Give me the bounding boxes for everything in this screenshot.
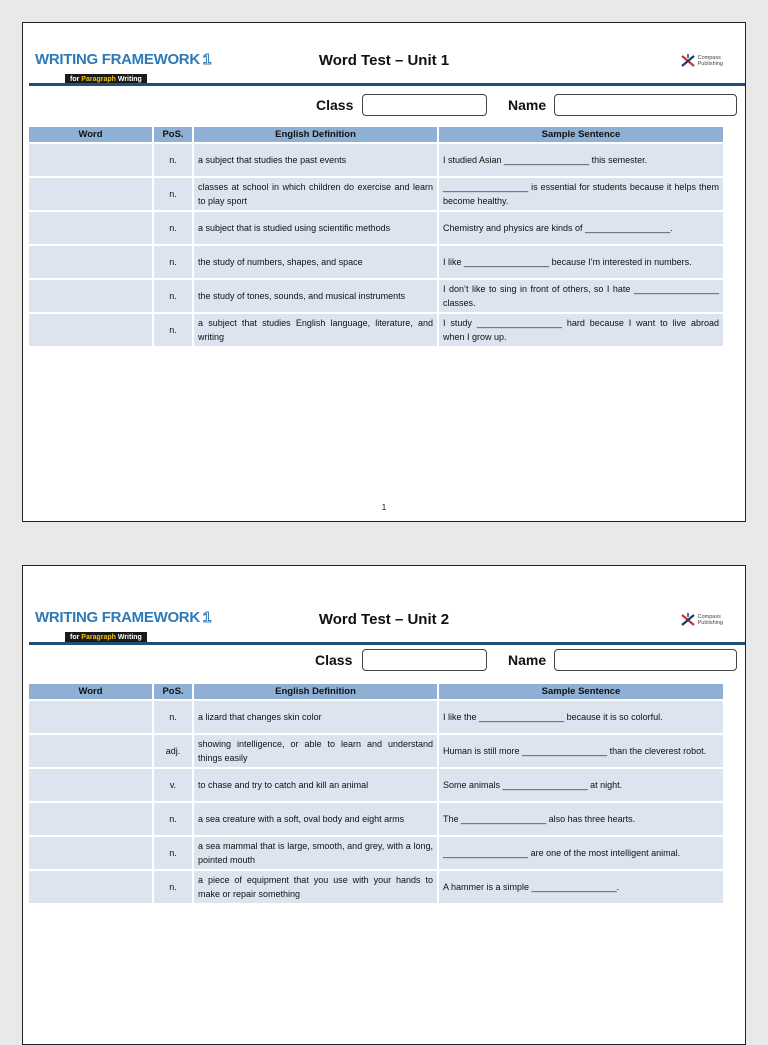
pos-cell: n.: [154, 144, 194, 176]
brand-line-2: Publishing: [697, 620, 723, 626]
column-header-word: Word: [29, 127, 154, 142]
logo-sub-pre: for: [70, 634, 82, 641]
table-row: [29, 246, 723, 278]
name-input[interactable]: [554, 649, 737, 671]
word-cell[interactable]: [29, 837, 154, 869]
sentence-cell: I like the _________________ because it is so colorful.: [439, 701, 723, 733]
column-header-pos: PoS.: [154, 684, 194, 699]
name-input[interactable]: [554, 94, 737, 116]
definition-cell: a sea mammal that is large, smooth, and grey, with a long, pointed mouth: [194, 837, 439, 869]
header-divider: [29, 642, 745, 645]
table-row: [29, 803, 723, 835]
word-table: [29, 682, 723, 905]
definition-cell: classes at school in which children do exercise and learn to play sport: [194, 178, 439, 210]
compass-logo-icon: [681, 54, 695, 68]
column-header-definition: English Definition: [194, 684, 439, 699]
logo-number: 1: [202, 609, 211, 626]
pos-cell: n.: [154, 178, 194, 210]
pos-cell: n.: [154, 871, 194, 903]
logo-sub-pre: for: [70, 76, 82, 83]
class-label: Class: [315, 652, 353, 668]
table-row: [29, 769, 723, 801]
sentence-cell: Some animals _________________ at night.: [439, 769, 723, 801]
definition-cell: a piece of equipment that you use with your hands to make or repair something: [194, 871, 439, 903]
name-label: Name: [508, 97, 547, 113]
pos-cell: n.: [154, 212, 194, 244]
brand-line-1: Compass: [697, 614, 721, 620]
definition-cell: a subject that is studied using scientific methods: [194, 212, 439, 244]
word-cell[interactable]: [29, 178, 154, 210]
brand-line-1: Compass: [697, 55, 721, 61]
word-cell[interactable]: [29, 280, 154, 312]
logo-sub-highlight: Paragraph: [81, 634, 116, 641]
worksheet-page-1: [22, 22, 746, 522]
sentence-cell: I like _________________ because I’m interested in numbers.: [439, 246, 723, 278]
word-cell[interactable]: [29, 314, 154, 346]
pos-cell: n.: [154, 701, 194, 733]
definition-cell: showing intelligence, or able to learn and understand things easily: [194, 735, 439, 767]
word-cell[interactable]: [29, 735, 154, 767]
class-input[interactable]: [362, 649, 487, 671]
definition-cell: a subject that studies English language, literature, and writing: [194, 314, 439, 346]
word-cell[interactable]: [29, 144, 154, 176]
pos-cell: n.: [154, 314, 194, 346]
pos-cell: n.: [154, 246, 194, 278]
logo-number: 1: [202, 51, 211, 68]
class-name-row: [23, 649, 745, 673]
publisher-logo: [681, 613, 723, 627]
word-cell[interactable]: [29, 701, 154, 733]
definition-cell: to chase and try to catch and kill an animal: [194, 769, 439, 801]
table-row: [29, 280, 723, 312]
column-header-pos: PoS.: [154, 127, 194, 142]
table-row: [29, 178, 723, 210]
table-row: [29, 212, 723, 244]
pos-cell: v.: [154, 769, 194, 801]
word-cell[interactable]: [29, 212, 154, 244]
word-cell[interactable]: [29, 871, 154, 903]
definition-cell: a lizard that changes skin color: [194, 701, 439, 733]
logo-title: WRITING FRAMEWORK: [35, 609, 200, 626]
word-table: [29, 125, 723, 348]
table-row: [29, 144, 723, 176]
word-cell[interactable]: [29, 803, 154, 835]
table-row: [29, 871, 723, 903]
word-cell[interactable]: [29, 246, 154, 278]
sentence-cell: Chemistry and physics are kinds of _________________.: [439, 212, 723, 244]
compass-logo-icon: [681, 613, 695, 627]
pos-cell: n.: [154, 803, 194, 835]
definition-cell: the study of numbers, shapes, and space: [194, 246, 439, 278]
column-header-sentence: Sample Sentence: [439, 127, 723, 142]
sentence-cell: A hammer is a simple _________________.: [439, 871, 723, 903]
worksheet-page-2: [22, 565, 746, 1045]
definition-cell: the study of tones, sounds, and musical instruments: [194, 280, 439, 312]
sentence-cell: The _________________ also has three hearts.: [439, 803, 723, 835]
logo-sub-post: Writing: [115, 76, 142, 83]
logo-sub-post: Writing: [115, 634, 142, 641]
sentence-cell: Human is still more _________________ than the cleverest robot.: [439, 735, 723, 767]
pos-cell: n.: [154, 280, 194, 312]
publisher-logo: [681, 54, 723, 68]
word-cell[interactable]: [29, 769, 154, 801]
column-header-definition: English Definition: [194, 127, 439, 142]
table-row: [29, 837, 723, 869]
pos-cell: n.: [154, 837, 194, 869]
column-header-sentence: Sample Sentence: [439, 684, 723, 699]
definition-cell: a sea creature with a soft, oval body and eight arms: [194, 803, 439, 835]
pos-cell: adj.: [154, 735, 194, 767]
brand-line-2: Publishing: [697, 61, 723, 67]
class-label: Class: [316, 97, 354, 113]
table-row: [29, 701, 723, 733]
table-row: [29, 314, 723, 346]
sentence-cell: _________________ are one of the most intelligent animal.: [439, 837, 723, 869]
sentence-cell: I studied Asian _________________ this semester.: [439, 144, 723, 176]
column-header-word: Word: [29, 684, 154, 699]
name-label: Name: [508, 652, 547, 668]
definition-cell: a subject that studies the past events: [194, 144, 439, 176]
class-name-row: [23, 94, 745, 118]
class-input[interactable]: [362, 94, 487, 116]
page-number: 1: [381, 503, 387, 512]
logo-title: WRITING FRAMEWORK: [35, 51, 200, 68]
logo-sub-highlight: Paragraph: [81, 76, 116, 83]
sentence-cell: I don’t like to sing in front of others, so I hate _________________ classes.: [439, 280, 723, 312]
sentence-cell: _________________ is essential for students because it helps them become healthy.: [439, 178, 723, 210]
header-divider: [29, 83, 745, 86]
page-title: Word Test – Unit 2: [318, 611, 450, 628]
page-title: Word Test – Unit 1: [318, 52, 450, 69]
sentence-cell: I study _________________ hard because I want to live abroad when I grow up.: [439, 314, 723, 346]
table-row: [29, 735, 723, 767]
